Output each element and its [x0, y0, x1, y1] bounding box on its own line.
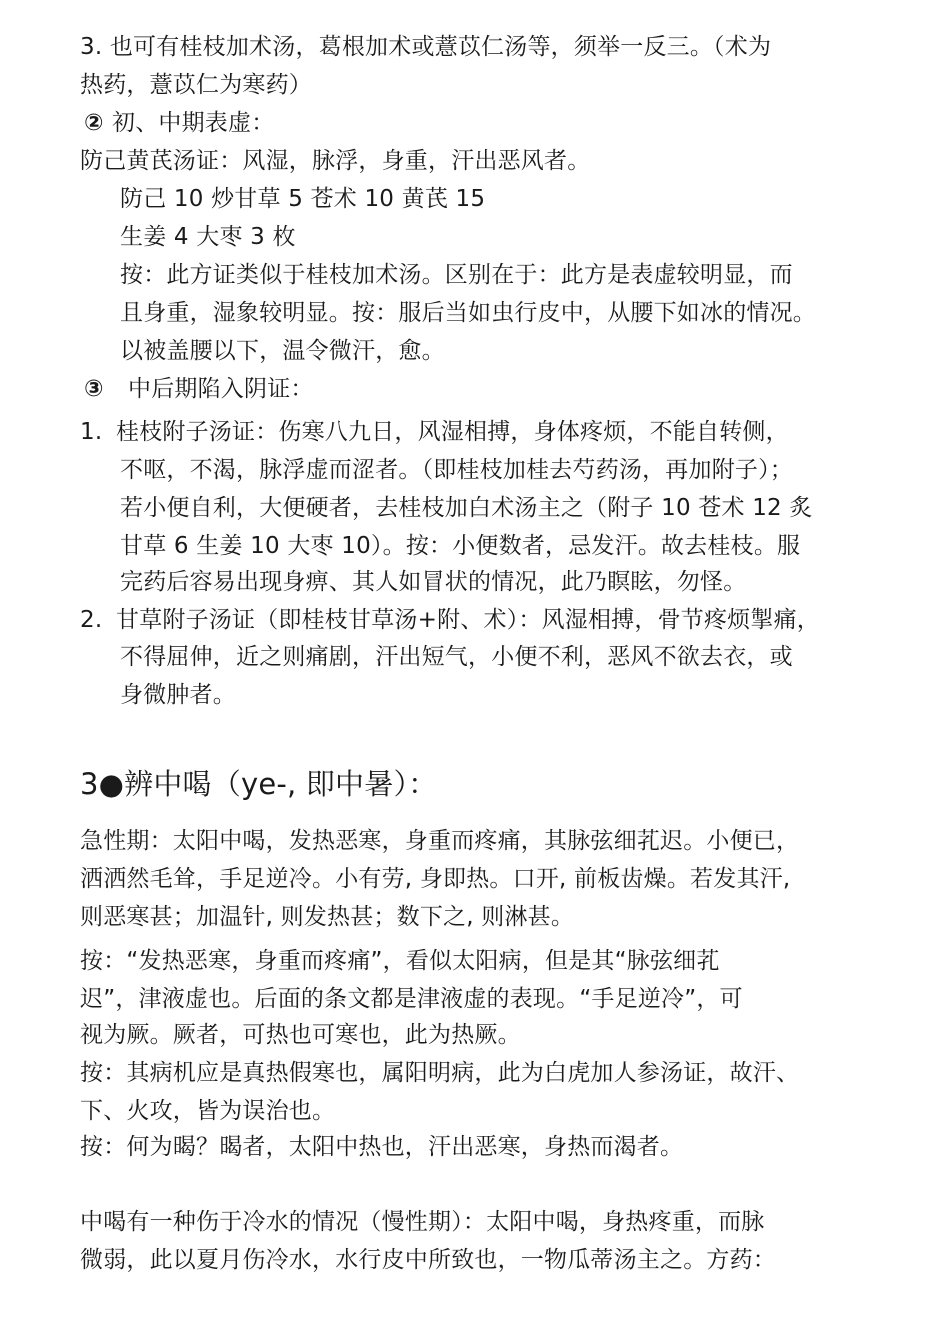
circled-number: ②	[84, 110, 104, 136]
text-line: 微弱，此以夏月伤冷水，水行皮中所致也，一物瓜蒂汤主之。方药：	[80, 1247, 776, 1273]
text-line: 甘草 6 生姜 10 大枣 10）。按：小便数者，忌发汗。故去桂枝。服	[120, 533, 801, 559]
text-line: 按：其病机应是真热假寒也，属阳明病，此为白虎加人参汤证，故汗、	[80, 1060, 800, 1086]
text-line: 不得屈伸，近之则痛剧，汗出短气，小便不利，恶风不欲去衣，或	[120, 644, 793, 670]
text-line: 中喝有一种伤于冷水的情况（慢性期）：太阳中喝，身热疼重，而脉	[80, 1209, 765, 1235]
section-label: 初、中期表虚：	[112, 110, 275, 136]
section-title: 3●辨中喝（ye-, 即中暑）：	[80, 767, 438, 801]
list-number: 1.	[80, 419, 103, 445]
text-line: 不呕，不渴，脉浮虚而涩者。（即桂枝加桂去芍药汤，再加附子）；	[120, 457, 793, 483]
section-heading-3	[84, 373, 314, 405]
text-line: 按：何为暍？暍者，太阳中热也，汗出恶寒，身热而渴者。	[80, 1134, 684, 1160]
text-line: 则恶寒甚；加温针, 则发热甚；数下之, 则淋甚。	[80, 904, 575, 930]
formula-line: 生姜 4 大枣 3 枚	[120, 224, 296, 250]
text-line: 下、火攻，皆为误治也。	[80, 1098, 336, 1124]
formula-line: 防己 10 炒甘草 5 苍术 10 黄芪 15	[120, 186, 486, 212]
text-line: 3. 也可有桂枝加术汤，葛根加术或薏苡仁汤等，须举一反三。（术为	[80, 34, 772, 60]
text-line: 按：“发热恶寒，身重而疼痛”，看似太阳病，但是其“脉弦细芤	[80, 948, 720, 974]
text-line: 完药后容易出现身痹、其人如冒状的情况，此乃瞑眩，勿怪。	[120, 569, 747, 595]
text-line: 视为厥。厥者，可热也可寒也，此为热厥。	[80, 1022, 521, 1048]
section-label: 中后期陷入阴证：	[128, 376, 314, 402]
text-line: 按：此方证类似于桂枝加术汤。区别在于：此方是表虚较明显，而	[120, 262, 793, 288]
text-line: 若小便自利，大便硬者，去桂枝加白术汤主之（附子 10 苍术 12 炙	[120, 495, 813, 521]
text-line: 洒洒然毛耸，手足逆冷。小有劳, 身即热。口开, 前板齿燥。若发其汗,	[80, 866, 791, 892]
text-line: 防己黄芪汤证：风湿，脉浮，身重，汗出恶风者。	[80, 148, 591, 174]
list-item-2	[80, 604, 820, 636]
text-line: 且身重，湿象较明显。按：服后当如虫行皮中，从腰下如冰的情况。	[120, 300, 816, 326]
list-text: 甘草附子汤证（即桂枝甘草汤+附、术）：风湿相搏，骨节疼烦掣痛，	[116, 607, 820, 633]
section-heading-2	[84, 107, 274, 139]
text-line: 急性期：太阳中喝，发热恶寒，身重而疼痛，其脉弦细芤迟。小便已，	[80, 828, 800, 854]
circled-number: ③	[84, 376, 104, 402]
list-number: 2.	[80, 607, 103, 633]
list-text: 桂枝附子汤证：伤寒八九日，风湿相搏，身体疼烦，不能自转侧，	[116, 419, 789, 445]
text-line: 迟”，津液虚也。后面的条文都是津液虚的表现。“手足逆冷”，可	[80, 986, 743, 1012]
text-line: 以被盖腰以下，温令微汗，愈。	[120, 338, 445, 364]
text-line: 身微肿者。	[120, 682, 236, 708]
list-item-1	[80, 416, 789, 448]
text-line: 热药，薏苡仁为寒药）	[80, 72, 312, 98]
